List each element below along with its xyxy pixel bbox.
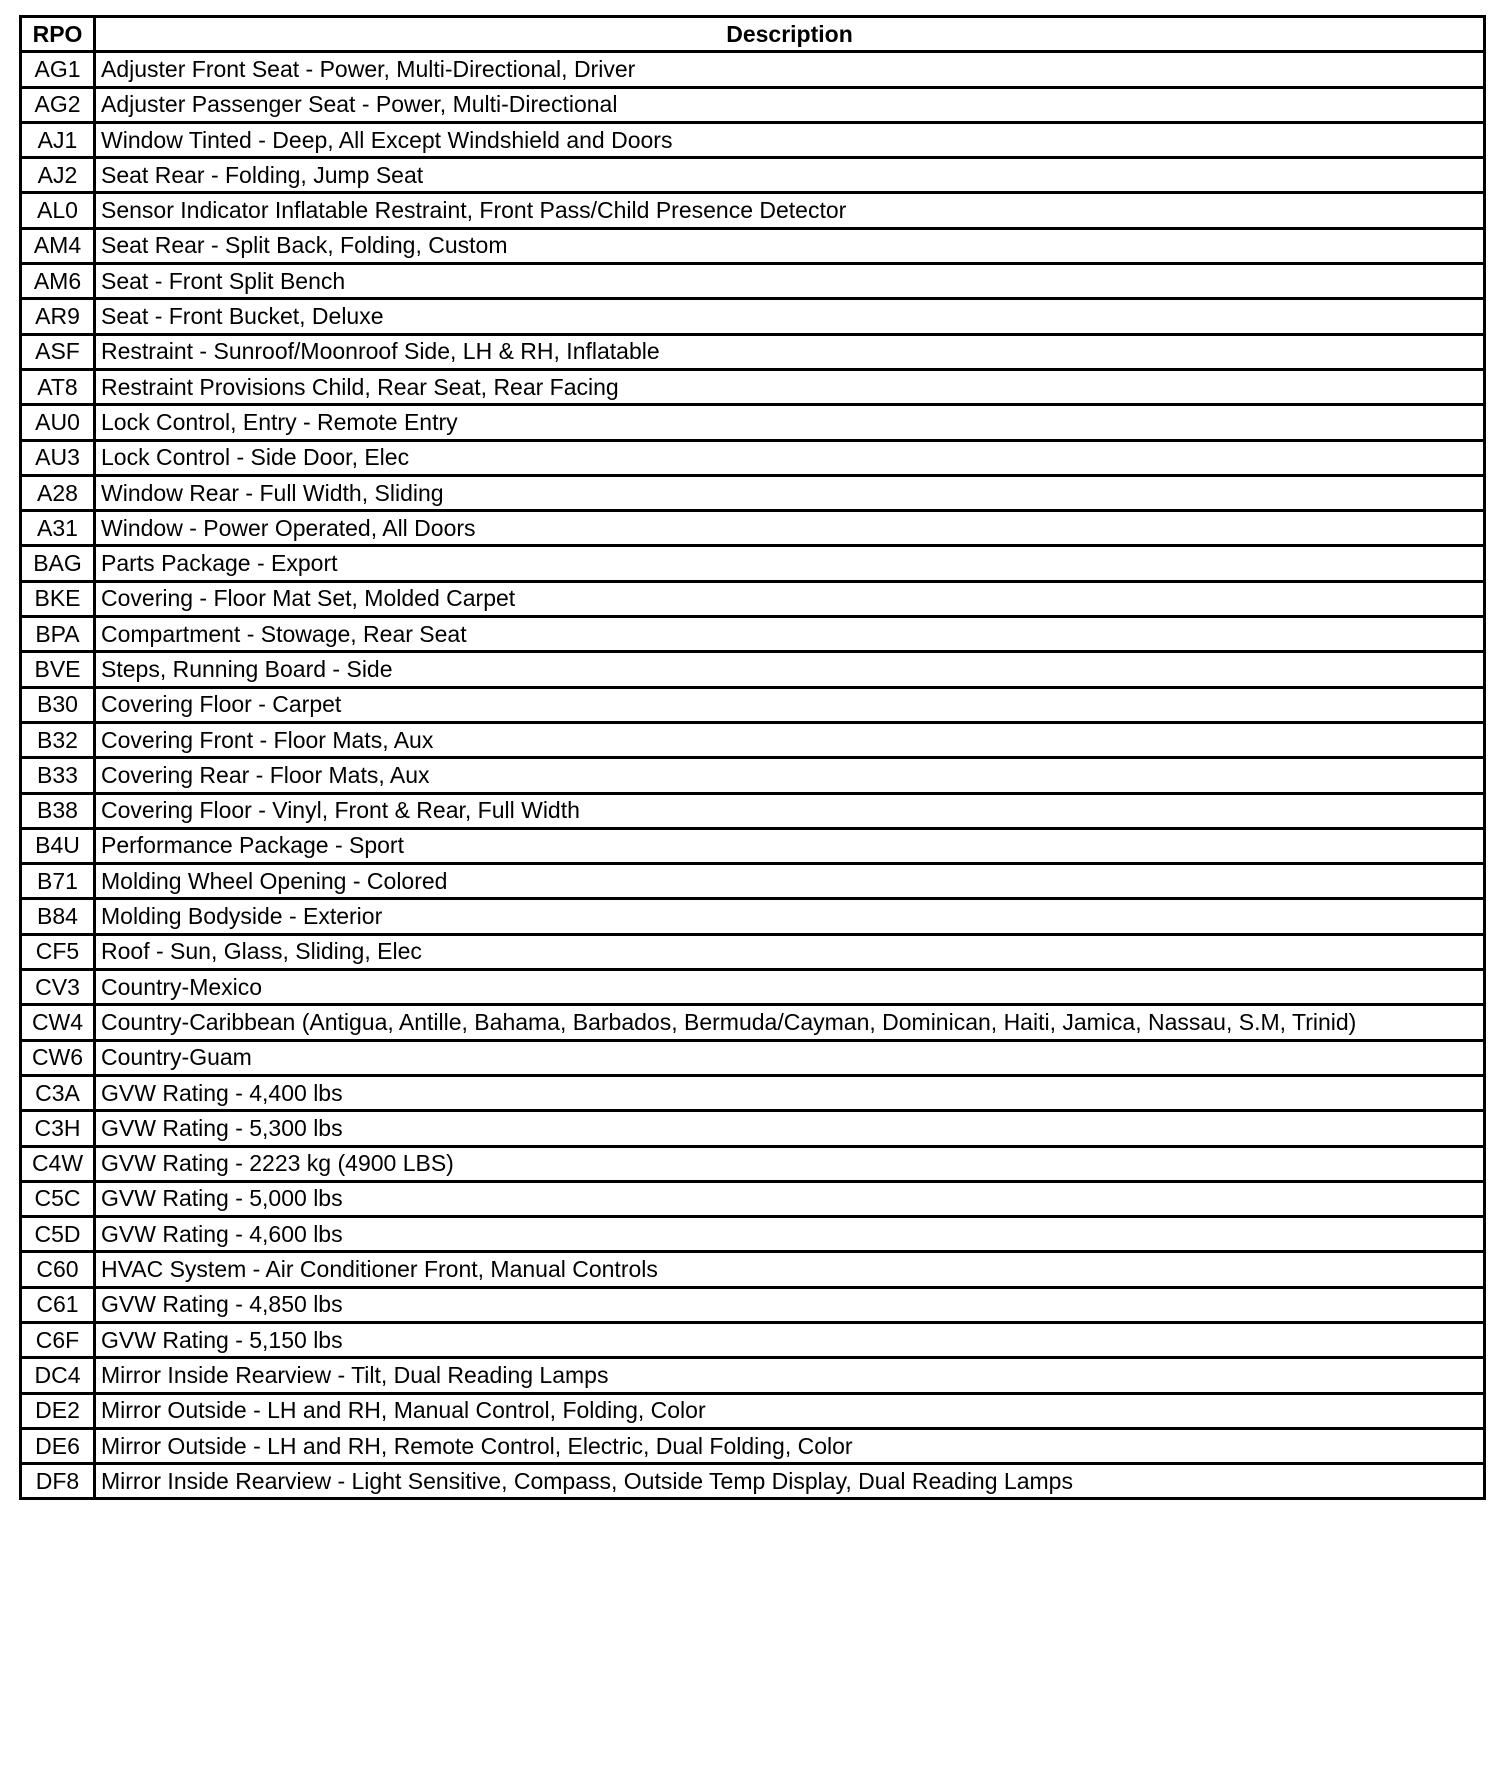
table-row — [21, 758, 1485, 793]
table-row — [21, 1358, 1485, 1393]
column-header-rpo: RPO — [21, 17, 95, 52]
table-row — [21, 440, 1485, 475]
description-cell: Mirror Inside Rearview - Light Sensitive, Compass, Outside Temp Display, Dual Reading Lamps — [95, 1464, 1485, 1499]
description-cell: Covering Floor - Vinyl, Front & Rear, Full Width — [95, 793, 1485, 828]
description-cell: Adjuster Front Seat - Power, Multi-Directional, Driver — [95, 52, 1485, 87]
rpo-code-cell: B33 — [21, 758, 95, 793]
rpo-code-cell: B84 — [21, 899, 95, 934]
table-row — [21, 1111, 1485, 1146]
description-cell: Covering Rear - Floor Mats, Aux — [95, 758, 1485, 793]
table-row — [21, 52, 1485, 87]
table-row — [21, 1287, 1485, 1322]
table-row — [21, 158, 1485, 193]
description-cell: Mirror Inside Rearview - Tilt, Dual Reading Lamps — [95, 1358, 1485, 1393]
table-row — [21, 617, 1485, 652]
rpo-code-cell: AM4 — [21, 228, 95, 263]
description-cell: Seat Rear - Split Back, Folding, Custom — [95, 228, 1485, 263]
table-row — [21, 1322, 1485, 1357]
table-row — [21, 122, 1485, 157]
rpo-code-cell: C4W — [21, 1146, 95, 1181]
table-header-row — [21, 17, 1485, 52]
table-row — [21, 228, 1485, 263]
table-row — [21, 369, 1485, 404]
description-cell: Country-Caribbean (Antigua, Antille, Bahama, Barbados, Bermuda/Cayman, Dominican, Haiti, Jamica, Nassau, S.M, Trinid) — [95, 1005, 1485, 1040]
rpo-code-cell: CW6 — [21, 1040, 95, 1075]
description-cell: GVW Rating - 2223 kg (4900 LBS) — [95, 1146, 1485, 1181]
table-row — [21, 1075, 1485, 1110]
table-row — [21, 1217, 1485, 1252]
table-row — [21, 511, 1485, 546]
table-row — [21, 87, 1485, 122]
table-row — [21, 1428, 1485, 1463]
description-cell: Lock Control - Side Door, Elec — [95, 440, 1485, 475]
rpo-code-cell: C6F — [21, 1322, 95, 1357]
rpo-code-cell: B38 — [21, 793, 95, 828]
description-cell: Adjuster Passenger Seat - Power, Multi-Directional — [95, 87, 1485, 122]
description-cell: GVW Rating - 5,150 lbs — [95, 1322, 1485, 1357]
table-row — [21, 934, 1485, 969]
description-cell: GVW Rating - 4,850 lbs — [95, 1287, 1485, 1322]
description-cell: Covering - Floor Mat Set, Molded Carpet — [95, 581, 1485, 616]
description-cell: GVW Rating - 5,000 lbs — [95, 1181, 1485, 1216]
description-cell: Performance Package - Sport — [95, 828, 1485, 863]
rpo-code-cell: AG2 — [21, 87, 95, 122]
table-row — [21, 687, 1485, 722]
table-row — [21, 652, 1485, 687]
rpo-code-cell: DE6 — [21, 1428, 95, 1463]
rpo-code-cell: B32 — [21, 722, 95, 757]
description-cell: Compartment - Stowage, Rear Seat — [95, 617, 1485, 652]
description-cell: Mirror Outside - LH and RH, Remote Control, Electric, Dual Folding, Color — [95, 1428, 1485, 1463]
rpo-code-cell: AL0 — [21, 193, 95, 228]
rpo-code-cell: CF5 — [21, 934, 95, 969]
rpo-code-cell: B71 — [21, 864, 95, 899]
table-row — [21, 1252, 1485, 1287]
description-cell: Seat - Front Split Bench — [95, 264, 1485, 299]
table-row — [21, 581, 1485, 616]
rpo-code-cell: C3H — [21, 1111, 95, 1146]
description-cell: Seat Rear - Folding, Jump Seat — [95, 158, 1485, 193]
rpo-code-cell: AU3 — [21, 440, 95, 475]
table-row — [21, 1146, 1485, 1181]
rpo-code-cell: DF8 — [21, 1464, 95, 1499]
description-cell: Country-Mexico — [95, 970, 1485, 1005]
column-header-description: Description — [95, 17, 1485, 52]
description-cell: Seat - Front Bucket, Deluxe — [95, 299, 1485, 334]
rpo-code-cell: C61 — [21, 1287, 95, 1322]
table-row — [21, 1393, 1485, 1428]
rpo-code-cell: C5C — [21, 1181, 95, 1216]
rpo-code-cell: AT8 — [21, 369, 95, 404]
description-cell: Window Tinted - Deep, All Except Windshield and Doors — [95, 122, 1485, 157]
rpo-code-cell: ASF — [21, 334, 95, 369]
description-cell: Covering Front - Floor Mats, Aux — [95, 722, 1485, 757]
rpo-code-cell: AJ1 — [21, 122, 95, 157]
description-cell: Molding Bodyside - Exterior — [95, 899, 1485, 934]
description-cell: Parts Package - Export — [95, 546, 1485, 581]
table-row — [21, 193, 1485, 228]
rpo-code-cell: CV3 — [21, 970, 95, 1005]
rpo-code-cell: BKE — [21, 581, 95, 616]
rpo-code-cell: AR9 — [21, 299, 95, 334]
description-cell: Steps, Running Board - Side — [95, 652, 1485, 687]
table-row — [21, 1040, 1485, 1075]
table-row — [21, 828, 1485, 863]
description-cell: Window - Power Operated, All Doors — [95, 511, 1485, 546]
description-cell: GVW Rating - 4,600 lbs — [95, 1217, 1485, 1252]
table-row — [21, 722, 1485, 757]
description-cell: Lock Control, Entry - Remote Entry — [95, 405, 1485, 440]
table-row — [21, 475, 1485, 510]
description-cell: GVW Rating - 5,300 lbs — [95, 1111, 1485, 1146]
rpo-code-cell: DE2 — [21, 1393, 95, 1428]
table-body — [21, 52, 1485, 1499]
table-row — [21, 864, 1485, 899]
rpo-code-cell: AM6 — [21, 264, 95, 299]
description-cell: Country-Guam — [95, 1040, 1485, 1075]
description-cell: Restraint - Sunroof/Moonroof Side, LH & RH, Inflatable — [95, 334, 1485, 369]
description-cell: Mirror Outside - LH and RH, Manual Control, Folding, Color — [95, 1393, 1485, 1428]
rpo-table — [19, 15, 1486, 1500]
description-cell: Molding Wheel Opening - Colored — [95, 864, 1485, 899]
rpo-code-cell: AU0 — [21, 405, 95, 440]
table-row — [21, 334, 1485, 369]
description-cell: Roof - Sun, Glass, Sliding, Elec — [95, 934, 1485, 969]
description-cell: HVAC System - Air Conditioner Front, Manual Controls — [95, 1252, 1485, 1287]
description-cell: Restraint Provisions Child, Rear Seat, Rear Facing — [95, 369, 1485, 404]
description-cell: Window Rear - Full Width, Sliding — [95, 475, 1485, 510]
table-row — [21, 899, 1485, 934]
rpo-code-cell: A31 — [21, 511, 95, 546]
rpo-code-cell: AG1 — [21, 52, 95, 87]
table-row — [21, 405, 1485, 440]
rpo-code-cell: A28 — [21, 475, 95, 510]
rpo-code-cell: B4U — [21, 828, 95, 863]
rpo-code-cell: B30 — [21, 687, 95, 722]
table-row — [21, 1005, 1485, 1040]
rpo-code-cell: AJ2 — [21, 158, 95, 193]
table-row — [21, 546, 1485, 581]
table-row — [21, 793, 1485, 828]
table-row — [21, 264, 1485, 299]
table-row — [21, 970, 1485, 1005]
table-row — [21, 1464, 1485, 1499]
description-cell: Covering Floor - Carpet — [95, 687, 1485, 722]
rpo-code-cell: BPA — [21, 617, 95, 652]
description-cell: Sensor Indicator Inflatable Restraint, Front Pass/Child Presence Detector — [95, 193, 1485, 228]
rpo-code-cell: C60 — [21, 1252, 95, 1287]
table-row — [21, 1181, 1485, 1216]
rpo-code-cell: BVE — [21, 652, 95, 687]
rpo-code-cell: BAG — [21, 546, 95, 581]
description-cell: GVW Rating - 4,400 lbs — [95, 1075, 1485, 1110]
table-row — [21, 299, 1485, 334]
rpo-code-cell: C5D — [21, 1217, 95, 1252]
rpo-code-cell: C3A — [21, 1075, 95, 1110]
rpo-code-cell: CW4 — [21, 1005, 95, 1040]
rpo-code-cell: DC4 — [21, 1358, 95, 1393]
